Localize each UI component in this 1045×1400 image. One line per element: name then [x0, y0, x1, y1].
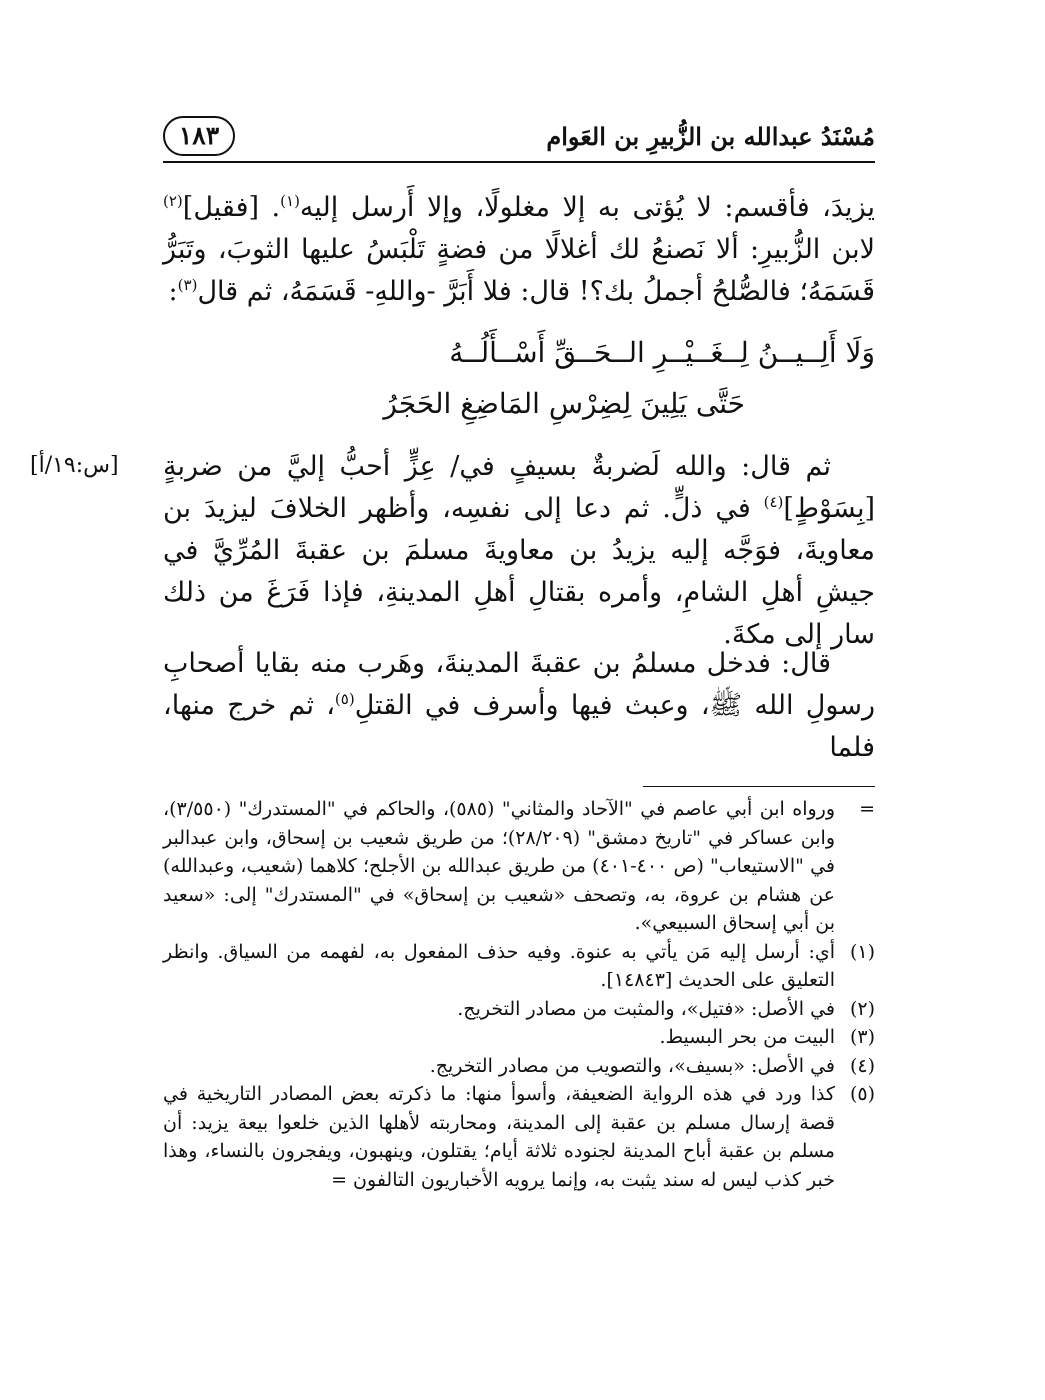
- footnote-mark: (٢): [849, 997, 875, 1020]
- header-rule: [163, 161, 875, 163]
- footnote-mark: (٥): [849, 1083, 875, 1105]
- footnote-separator: [643, 786, 875, 787]
- footnote-text: في الأصل: «فتيل»، والمثبت من مصادر التخريج.: [457, 997, 835, 1020]
- footnote-text: كذا ورد في هذه الرواية الضعيفة، وأسوأ منها: ما ذكرته بعض المصادر التاريخية في قصة إرسال مسلم بن عقبة إلى المدينة، ومحاربته لأهلها الذين خلعوا بيعة يزيد: أن مسلم بن عقبة أباح المدينة لجنوده ثلاثة أيام؛ يقتلون، وينهبون، ويفجرون بالنساء، وهذا خبر كذب ليس له سند يثبت به، وإنما يرويه الأخباريون التالفون =: [163, 1083, 835, 1191]
- page-number-badge: ١٨٣: [163, 116, 235, 156]
- paragraph-3: [163, 643, 875, 769]
- footnote-ref-5[interactable]: (٥): [334, 690, 355, 708]
- page-header: [163, 113, 875, 173]
- footnote-ref-1[interactable]: (١): [280, 192, 300, 210]
- verse-line-1: وَلَا أَلِــيــنُ لِــغَــيْــرِ الــحَــقِّ أَسْــأَلُــهُ: [449, 336, 875, 369]
- footnote-1: [163, 938, 875, 995]
- manuscript-folio-ref: [س:١٩/أ]: [30, 453, 119, 478]
- footnote-5: [163, 1080, 875, 1194]
- p1-text-c: لابن الزُّبيرِ: ألا نَصنعُ لك أغلالًا من فضةٍ تَلْبَسُ عليها الثوبَ، وتَبَرُّ قَسَمَهُ؛ فالصُّلحُ أجملُ بك؟! قال: فلا أَبَرَّ -واللهِ- قَسَمَهُ، ثم قال: [163, 234, 875, 307]
- footnote-ref-2[interactable]: (٢): [163, 192, 183, 210]
- footnote-text: في الأصل: «بسيف»، والتصويب من مصادر التخريج.: [429, 1054, 835, 1077]
- p3-text-b: ، ثم خرج منها، فلما: [163, 690, 875, 763]
- footnote-mark: (٣): [849, 1026, 875, 1048]
- p2-text-a: ثم قال: والله لَضربةٌ بسيفٍ في/ عِزٍّ أحبُّ إليَّ من ضربةٍ [بِسَوْطٍ]: [163, 451, 875, 524]
- footnote-mark: (٤): [849, 1054, 875, 1077]
- footnote-text: ورواه ابن أبي عاصم في "الآحاد والمثاني" (٥٨٥)، والحاكم في "المستدرك" (٣/٥٥٠)، وابن عساكر في "تاريخ دمشق" (٢٨/٢٠٩)؛ من طريق شعيب بن إسحاق، وابن عبدالبر في "الاستيعاب" (ص ٤٠٠-٤٠١) من طريق عبدالله بن الأجلح؛ كلاهما (شعيب، وعبدالله) عن هشام بن عروة، به، وتصحف «شعيب بن إسحاق» في "المستدرك" إلى: «سعيد بن أبي إسحاق السبيعي».: [163, 798, 835, 934]
- footnote-text: البيت من بحر البسيط.: [659, 1026, 835, 1048]
- p2-text-b: في ذلٍّ. ثم دعا إلى نفسِه، وأظهر الخلافَ ليزيدَ بن معاويةَ، فوَجَّه إليه يزيدُ بن معاويةَ مسلمَ بن عقبةَ المُرِّيَّ في جيشِ أهلِ الشامِ، وأمره بقتالِ أهلِ المدينةِ، فإذا فَرَغَ من ذلك سار إلى مكةَ.: [163, 493, 875, 650]
- p3-text-a: قال: فدخل مسلمُ بن عقبةَ المدينةَ، وهَرب منه بقايا أصحابِ رسولِ الله ﷺ، وعبث فيها وأسرف في القتلِ: [163, 648, 875, 721]
- verse-line-2: حَتَّى يَلِينَ لِضِرْسِ المَاضِغِ الحَجَرُ: [383, 387, 745, 420]
- p1-text-b: . [فقيل]: [182, 192, 281, 223]
- footnote-mark: (١): [849, 940, 875, 963]
- paragraph-2: [163, 446, 875, 656]
- footnote-ref-3[interactable]: (٣): [177, 276, 198, 294]
- paragraph-1: [163, 187, 875, 313]
- p1-text-a: يزيدَ، فأقسم: لا يُؤتى به إلا مغلولًا، وإلا أَرسل إليه: [299, 192, 875, 223]
- footnotes: [163, 795, 875, 1194]
- p1-text-d: :: [168, 276, 178, 307]
- footnote-ref-4[interactable]: (٤): [763, 493, 784, 511]
- footnote-2: [163, 995, 875, 1024]
- footnote-4: [163, 1052, 875, 1081]
- footnote-3: [163, 1023, 875, 1052]
- running-title: مُسْنَدُ عبدالله بن الزُّبيرِ بن العَوام: [546, 122, 875, 151]
- footnote-mark: =: [859, 798, 875, 820]
- footnote-continuation: [163, 795, 875, 938]
- footnote-text: أي: أرسل إليه مَن يأتي به عنوة. وفيه حذف المفعول به، لفهمه من السياق. وانظر التعليق على الحديث [١٤٨٤٣].: [163, 940, 835, 991]
